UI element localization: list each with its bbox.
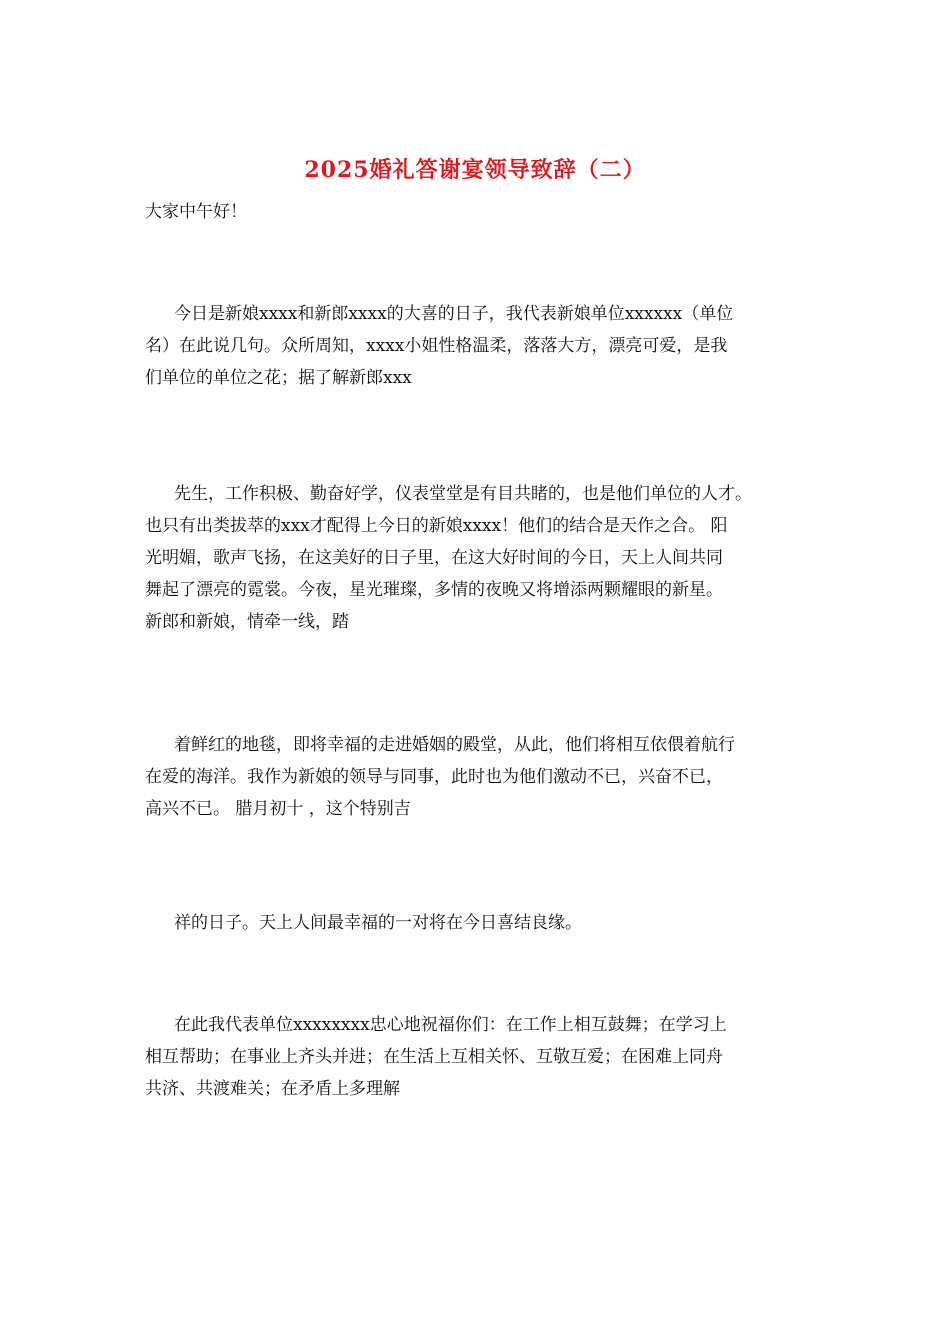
greeting-line: 大家中午好！ [145,202,247,222]
paragraph-line: 高兴不已。 腊月初十 ，这个特别吉 [145,799,411,819]
paragraph-4 [145,907,825,939]
paragraph-line: 着鲜红的地毯，即将幸福的走进婚姻的殿堂，从此，他们将相互依偎着航行 [174,735,735,755]
document-title: 2025婚礼答谢宴领导致辞（二） [304,157,646,183]
paragraph-line: 在爱的海洋。我作为新娘的领导与同事，此时也为他们激动不已，兴奋不已， [145,767,723,787]
paragraph-2 [145,478,825,638]
paragraph-line: 共济、共渡难关；在矛盾上多理解 [145,1079,400,1099]
paragraph-line: 名）在此说几句。众所周知，xxxx小姐性格温柔，落落大方，漂亮可爱，是我 [145,336,728,356]
paragraph-line: 也只有出类拔萃的xxx才配得上今日的新娘xxxx！他们的结合是天作之合。 阳 [145,516,728,536]
paragraph-line: 祥的日子。天上人间最幸福的一对将在今日喜结良缘。 [174,913,582,933]
paragraph-line: 新郎和新娘，情牵一线，踏 [145,612,349,632]
paragraph-3 [145,729,825,825]
paragraph-line: 今日是新娘xxxx和新郎xxxx的大喜的日子，我代表新娘单位xxxxxx（单位 [174,304,734,324]
paragraph-5 [145,1009,825,1105]
paragraph-line: 相互帮助；在事业上齐头并进；在生活上互相关怀、互敬互爱；在困难上同舟 [145,1047,723,1067]
paragraph-line: 在此我代表单位xxxxxxxx忠心地祝福你们：在工作上相互鼓舞；在学习上 [174,1015,727,1035]
paragraph-line: 先生，工作积极、勤奋好学，仪表堂堂是有目共睹的，也是他们单位的人才。 [174,484,752,504]
paragraph-1 [145,298,825,394]
paragraph-line: 们单位的单位之花；据了解新郎xxx [145,368,412,388]
paragraph-line: 光明媚，歌声飞扬，在这美好的日子里，在这大好时间的今日，天上人间共同 [145,548,723,568]
paragraph-line: 舞起了漂亮的霓裳。今夜，星光璀璨，多情的夜晚又将增添两颗耀眼的新星。 [145,580,723,600]
